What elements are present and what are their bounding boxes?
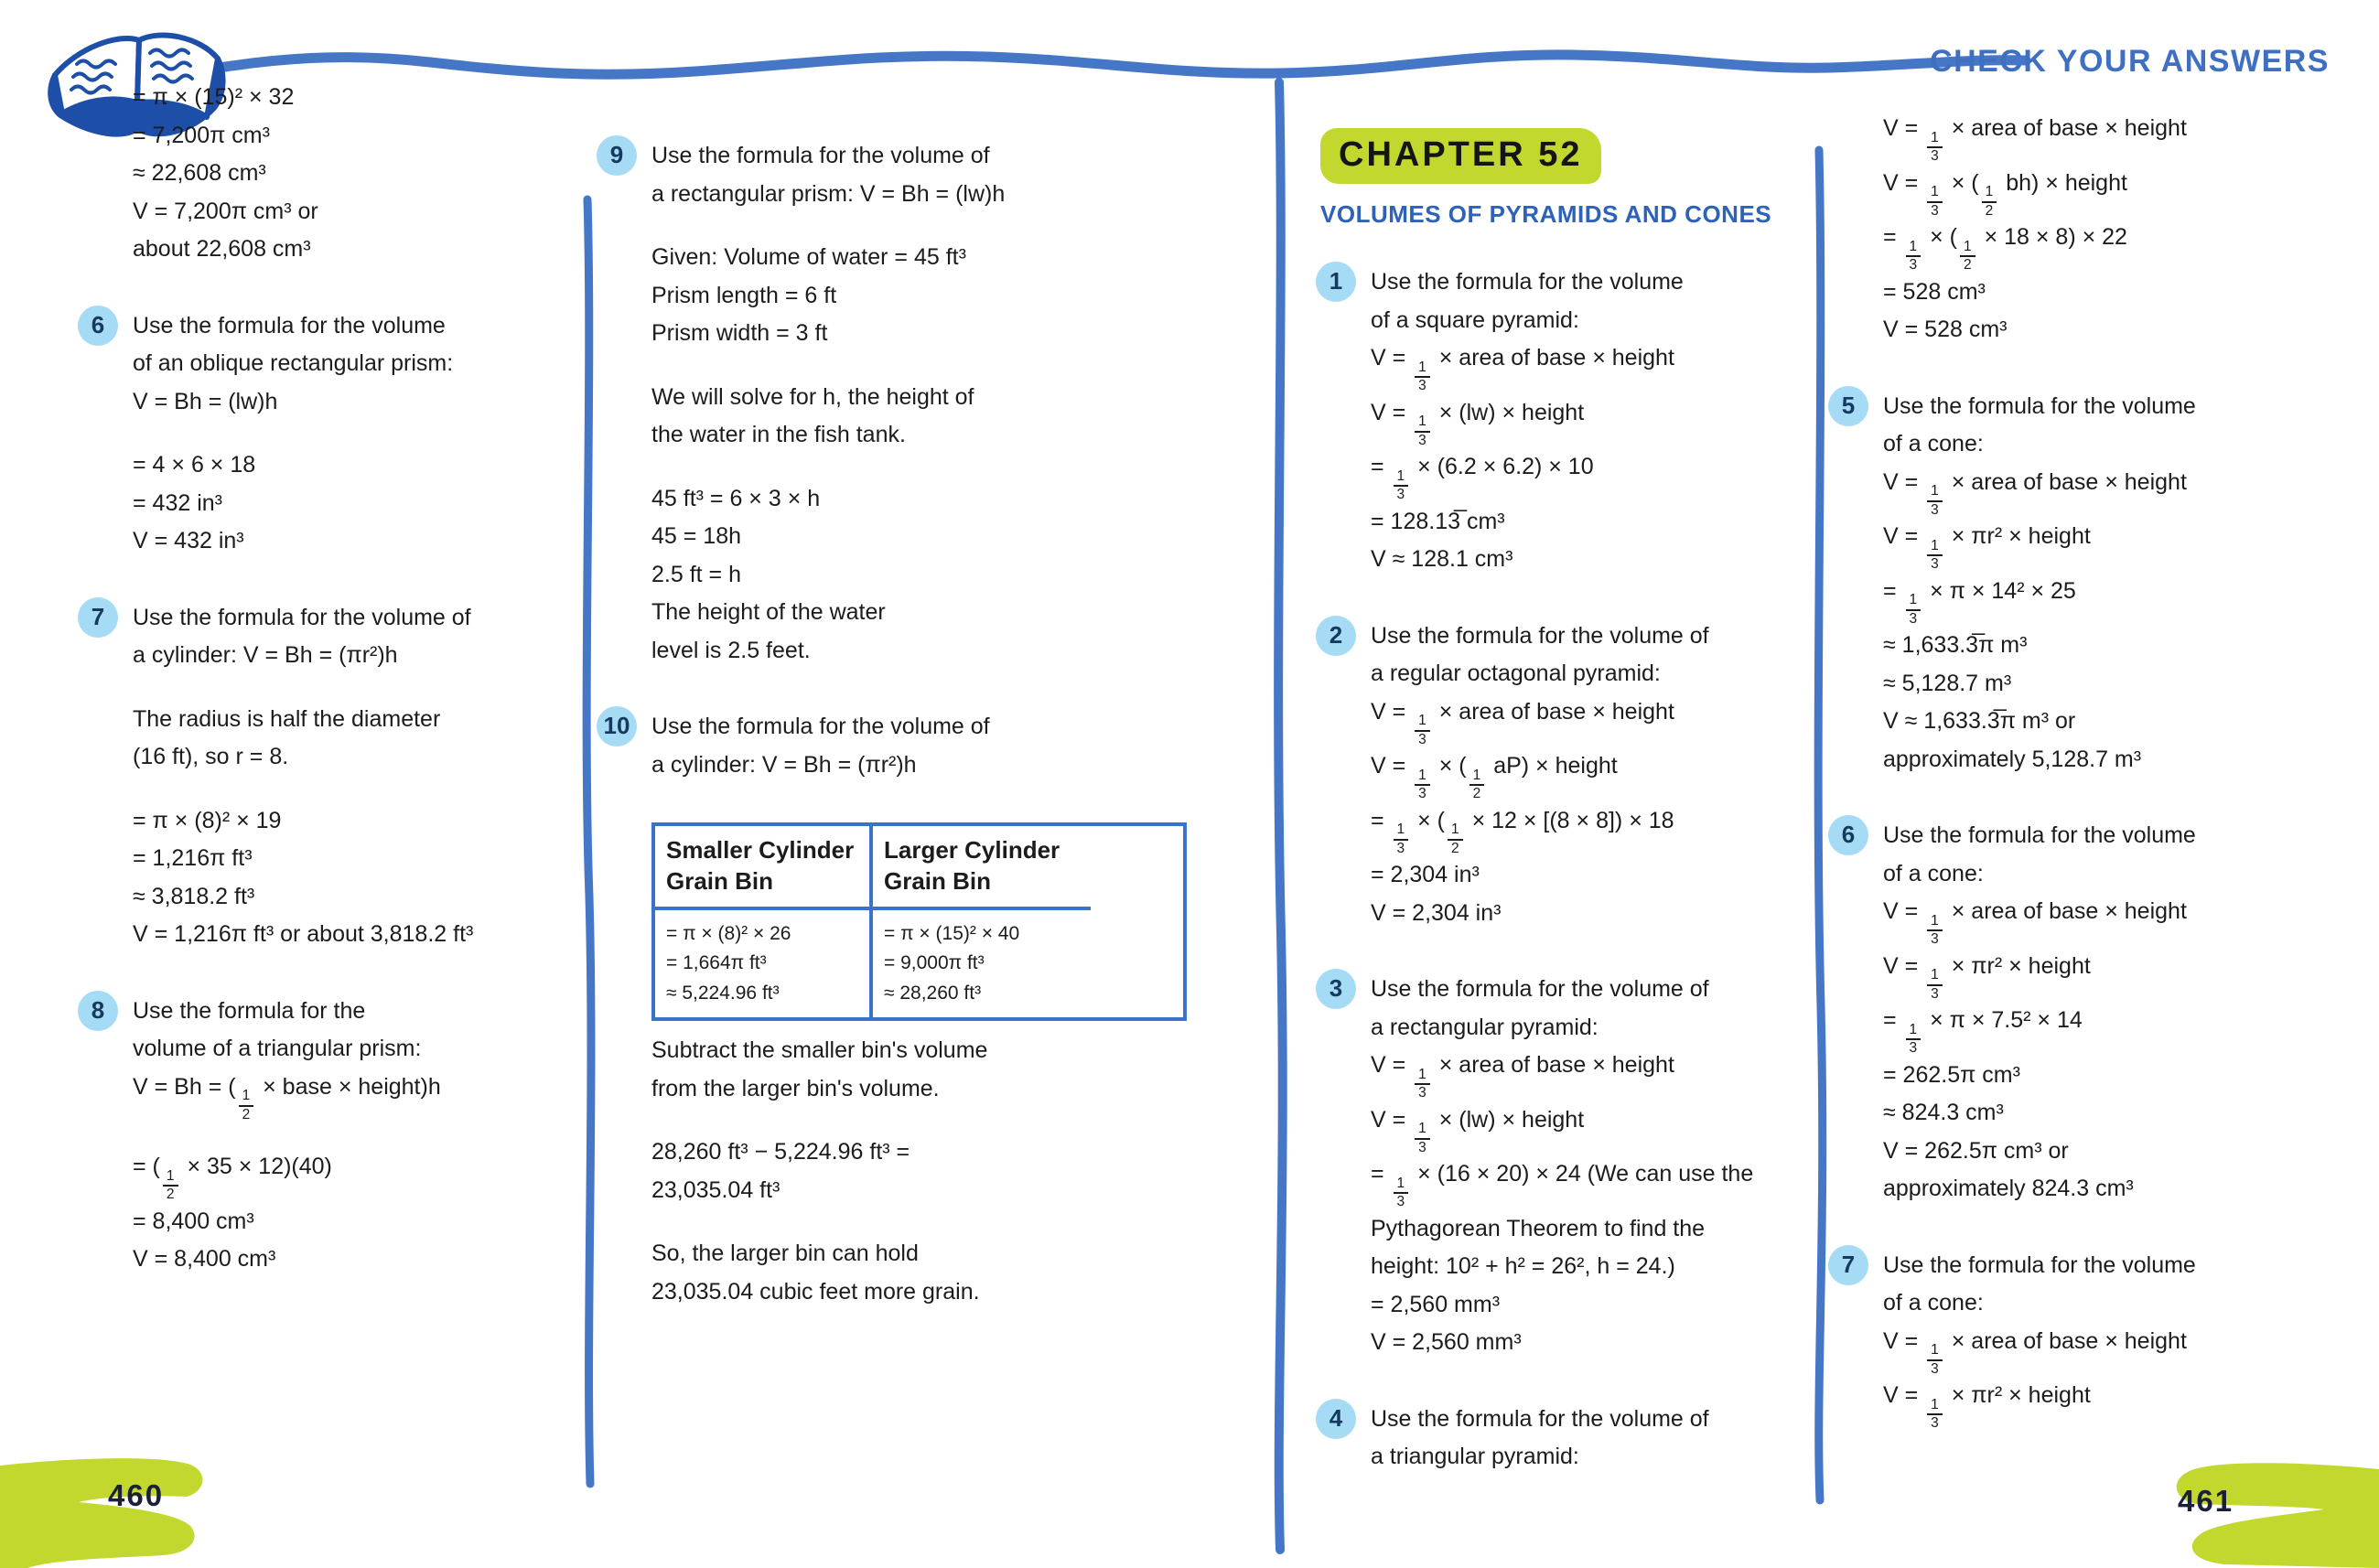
answer-line: Use the formula for the volume of bbox=[651, 143, 990, 168]
answer-line: V = $\frac{1}{3}$ × area of base × height bbox=[1371, 1052, 1674, 1101]
item-number-badge: 7 bbox=[1828, 1245, 1868, 1285]
fraction: $\frac{1}{3}$ bbox=[1415, 414, 1430, 448]
fraction: $\frac{1}{3}$ bbox=[1927, 1343, 1943, 1377]
answer-line: V ≈ 1,633.3̅π m³ or bbox=[1883, 708, 2076, 734]
line-spacer bbox=[651, 455, 1187, 480]
item-number-badge: 4 bbox=[1316, 1399, 1356, 1439]
answer-line: = 432 in³ bbox=[133, 489, 222, 516]
item-number-badge: 6 bbox=[1828, 815, 1868, 855]
table-header-line: Grain Bin bbox=[884, 866, 992, 895]
answer-item bbox=[1841, 1247, 2363, 1432]
fraction: $\frac{1}{3}$ bbox=[1927, 968, 1943, 1002]
page-number-right: 461 bbox=[2178, 1484, 2234, 1518]
column-4 bbox=[1841, 110, 2363, 1470]
answer-item bbox=[91, 599, 590, 954]
fraction: $\frac{1}{3}$ bbox=[1415, 360, 1430, 394]
answer-line: Use the formula for the volume of bbox=[1371, 976, 1709, 1002]
line-spacer bbox=[651, 353, 1187, 379]
answer-line: ≈ 5,128.7 m³ bbox=[1883, 670, 2012, 696]
answer-line: = 2,304 in³ bbox=[1371, 862, 1480, 887]
chapter-subtitle: VOLUMES OF PYRAMIDS AND CONES bbox=[1320, 200, 1772, 228]
fraction: $\frac{1}{3}$ bbox=[1415, 1122, 1430, 1155]
fraction: $\frac{1}{2}$ bbox=[163, 1169, 178, 1203]
answer-item bbox=[1329, 1401, 1833, 1477]
answer-line: approximately 824.3 cm³ bbox=[1883, 1176, 2134, 1201]
answer-line: V = $\frac{1}{3}$ × area of base × height bbox=[1883, 898, 2187, 948]
answer-item bbox=[603, 708, 1187, 784]
answer-line: of an oblique rectangular prism: bbox=[133, 350, 454, 376]
answer-line: the water in the fish tank. bbox=[651, 422, 906, 447]
line-spacer bbox=[651, 1108, 1187, 1133]
fraction: $\frac{1}{2}$ bbox=[1469, 768, 1485, 802]
answer-line: of a cone: bbox=[1883, 860, 1984, 886]
answer-line: Use the formula for the volume of bbox=[1371, 622, 1709, 649]
item-number-badge: 2 bbox=[1316, 616, 1356, 656]
answer-line: V = $\frac{1}{3}$ × πr² × height bbox=[1883, 523, 2091, 573]
fraction: $\frac{1}{3}$ bbox=[1927, 914, 1943, 948]
answer-line: height: 10² + h² = 26², h = 24.) bbox=[1371, 1253, 1675, 1279]
line-spacer bbox=[133, 421, 590, 446]
answer-line: a cylinder: V = Bh = (πr²)h bbox=[133, 642, 398, 668]
answer-line: V = 528 cm³ bbox=[1883, 317, 2008, 342]
answer-line: 2.5 ft = h bbox=[651, 561, 741, 587]
fraction: $\frac{1}{3}$ bbox=[1415, 768, 1430, 802]
answer-line: approximately 5,128.7 m³ bbox=[1883, 746, 2142, 772]
answer-line: (16 ft), so r = 8. bbox=[133, 744, 289, 769]
answer-line: V = 432 in³ bbox=[133, 528, 244, 553]
answer-line: 45 = 18h bbox=[651, 523, 742, 549]
table-header-line: Smaller Cylinder bbox=[666, 836, 855, 864]
answer-item bbox=[1329, 263, 1833, 579]
answer-line: V = 262.5π cm³ or bbox=[1883, 1137, 2069, 1164]
answer-line: V = $\frac{1}{3}$ × ( $\frac{1}{2}$ bh) × height bbox=[1883, 169, 2127, 219]
answer-line: Use the formula for the volume of bbox=[651, 714, 990, 739]
line-spacer bbox=[651, 1209, 1187, 1235]
fraction: $\frac{1}{3}$ bbox=[1927, 131, 1943, 165]
answer-line: = $\frac{1}{3}$ × (6.2 × 6.2) × 10 bbox=[1371, 454, 1594, 503]
answer-line: V = $\frac{1}{3}$ × (lw) × height bbox=[1371, 399, 1585, 448]
answer-line: V = 2,560 mm³ bbox=[1371, 1329, 1522, 1355]
table-body-cell bbox=[873, 910, 1091, 1018]
column-1 bbox=[91, 79, 590, 1317]
answer-line: Use the formula for the volume bbox=[1371, 269, 1684, 295]
answer-line: = $\frac{1}{3}$ × π × 14² × 25 bbox=[1883, 577, 2076, 627]
answer-line: = π × (8)² × 19 bbox=[133, 807, 282, 833]
answer-line: V ≈ 128.1 cm³ bbox=[1371, 546, 1513, 572]
line-spacer bbox=[133, 1122, 590, 1148]
answer-line: 23,035.04 cubic feet more grain. bbox=[651, 1278, 980, 1305]
table-body-line: = 1,664π ft³ bbox=[666, 952, 767, 974]
item-number-badge: 7 bbox=[78, 597, 118, 638]
page-number-left: 460 bbox=[108, 1478, 165, 1512]
table-header-cell bbox=[873, 826, 1091, 910]
answer-line: Subtract the smaller bin's volume bbox=[651, 1037, 988, 1064]
chapter-header bbox=[1320, 128, 1833, 229]
answer-line: We will solve for h, the height of bbox=[651, 383, 974, 410]
answer-continuation bbox=[651, 1032, 1187, 1311]
fraction: $\frac{1}{3}$ bbox=[1415, 714, 1430, 747]
fraction: $\frac{1}{2}$ bbox=[1960, 240, 1975, 274]
answer-line: The radius is half the diameter bbox=[133, 705, 441, 732]
answer-line: volume of a triangular prism: bbox=[133, 1036, 422, 1061]
answer-line: V = $\frac{1}{3}$ × ( $\frac{1}{2}$ aP) × height bbox=[1371, 753, 1618, 802]
answer-line: = $\frac{1}{3}$ × (16 × 20) × 24 (We can use the bbox=[1371, 1161, 1754, 1210]
answer-line: Use the formula for the bbox=[133, 997, 366, 1024]
answer-line: Pythagorean Theorem to find the bbox=[1371, 1215, 1706, 1241]
item-number-badge: 3 bbox=[1316, 969, 1356, 1009]
answer-line: = 2,560 mm³ bbox=[1371, 1291, 1501, 1317]
answer-line: V = $\frac{1}{3}$ × area of base × height bbox=[1883, 468, 2187, 518]
line-spacer bbox=[133, 675, 590, 701]
fraction: $\frac{1}{3}$ bbox=[1927, 484, 1943, 518]
table-body-line: = π × (15)² × 40 bbox=[884, 922, 1020, 944]
item-number-badge: 10 bbox=[597, 706, 637, 746]
answer-line: V = 1,216π ft³ or about 3,818.2 ft³ bbox=[133, 921, 474, 947]
answer-line: V = $\frac{1}{3}$ × πr² × height bbox=[1883, 1382, 2091, 1432]
answer-line: = 262.5π cm³ bbox=[1883, 1061, 2020, 1088]
answer-line: = 4 × 6 × 18 bbox=[133, 452, 256, 478]
fraction: $\frac{1}{3}$ bbox=[1415, 1068, 1430, 1101]
answer-line: a rectangular prism: V = Bh = (lw)h bbox=[651, 180, 1006, 207]
answer-line: = $\frac{1}{3}$ × π × 7.5² × 14 bbox=[1883, 1007, 2083, 1057]
line-spacer bbox=[133, 777, 590, 802]
fraction: $\frac{1}{2}$ bbox=[1982, 185, 1997, 219]
answer-line: from the larger bin's volume. bbox=[651, 1075, 940, 1101]
answer-line: V = Bh = (lw)h bbox=[133, 388, 278, 414]
answer-item bbox=[1329, 618, 1833, 933]
answer-line: 23,035.04 ft³ bbox=[651, 1176, 780, 1203]
item-number-badge: 9 bbox=[597, 135, 637, 176]
table-body-line: = 9,000π ft³ bbox=[884, 952, 985, 974]
answer-line: Use the formula for the volume bbox=[1883, 1251, 2196, 1278]
answer-line: V = Bh = ( $\frac{1}{2}$ × base × height)h bbox=[133, 1073, 441, 1122]
answer-line: = 128.13̅ cm³ bbox=[1371, 508, 1505, 534]
answer-line: a cylinder: V = Bh = (πr²)h bbox=[651, 751, 917, 778]
item-number-badge: 6 bbox=[78, 306, 118, 346]
answer-line: Use the formula for the volume bbox=[1883, 822, 2196, 848]
answer-item bbox=[1329, 971, 1833, 1362]
answer-item bbox=[91, 993, 590, 1279]
column-2 bbox=[603, 137, 1187, 1349]
item-number-badge: 1 bbox=[1316, 262, 1356, 302]
answer-line: = 7,200π cm³ bbox=[133, 122, 270, 148]
chapter-badge: CHAPTER 52 bbox=[1320, 128, 1601, 184]
answer-line: a triangular pyramid: bbox=[1371, 1444, 1579, 1469]
answer-line: Prism length = 6 ft bbox=[651, 282, 837, 308]
fraction: $\frac{1}{3}$ bbox=[1927, 1398, 1943, 1432]
item-number-badge: 8 bbox=[78, 991, 118, 1031]
answer-line: ≈ 22,608 cm³ bbox=[133, 160, 266, 186]
table-body-line: ≈ 5,224.96 ft³ bbox=[666, 982, 780, 1004]
answer-line: The height of the water bbox=[651, 599, 886, 625]
column-3 bbox=[1320, 128, 1833, 1515]
answer-line: a rectangular pyramid: bbox=[1371, 1014, 1599, 1040]
answer-line: a regular octagonal pyramid: bbox=[1371, 660, 1661, 686]
answer-line: = $\frac{1}{3}$ × ( $\frac{1}{2}$ × 12 × [(8 × 8]) × 18 bbox=[1371, 807, 1674, 856]
answer-line: of a cone: bbox=[1883, 431, 1984, 456]
answer-line: = 1,216π ft³ bbox=[133, 845, 253, 871]
answer-line: V = 7,200π cm³ or bbox=[133, 198, 318, 224]
answer-item bbox=[1841, 388, 2363, 779]
top-wavy-line bbox=[188, 55, 2026, 74]
answer-line: V = $\frac{1}{3}$ × (lw) × height bbox=[1371, 1106, 1585, 1155]
answer-item bbox=[1841, 817, 2363, 1208]
answer-line: = π × (15)² × 32 bbox=[133, 84, 295, 110]
fraction: $\frac{1}{3}$ bbox=[1394, 822, 1409, 856]
answer-line: Use the formula for the volume of bbox=[1371, 1405, 1709, 1432]
left-page-swash bbox=[0, 1458, 202, 1568]
table-header-cell bbox=[655, 826, 873, 910]
fraction: $\frac{1}{3}$ bbox=[1906, 593, 1922, 627]
fraction: $\frac{1}{3}$ bbox=[1927, 185, 1943, 219]
answer-line: So, the larger bin can hold bbox=[651, 1240, 919, 1267]
line-spacer bbox=[651, 213, 1187, 239]
answer-line: ≈ 1,633.3̅π m³ bbox=[1883, 632, 2028, 658]
answer-line: 45 ft³ = 6 × 3 × h bbox=[651, 485, 821, 511]
table-body-line: ≈ 28,260 ft³ bbox=[884, 982, 982, 1004]
table-header-line: Larger Cylinder bbox=[884, 836, 1060, 864]
answer-line: = $\frac{1}{3}$ × ( $\frac{1}{2}$ × 18 × 8) × 22 bbox=[1883, 224, 2127, 274]
answer-line: V = $\frac{1}{3}$ × πr² × height bbox=[1883, 952, 2091, 1002]
answer-line: V = $\frac{1}{3}$ × area of base × height bbox=[1371, 345, 1674, 394]
fraction: $\frac{1}{3}$ bbox=[1394, 469, 1409, 503]
fraction: $\frac{1}{3}$ bbox=[1927, 539, 1943, 573]
answer-line: Use the formula for the volume bbox=[1883, 392, 2196, 419]
check-your-answers-title: CHECK YOUR ANSWERS bbox=[1930, 44, 2330, 79]
answer-line: = 8,400 cm³ bbox=[133, 1208, 254, 1234]
answer-item bbox=[91, 307, 590, 561]
answer-line: Prism width = 3 ft bbox=[651, 320, 828, 346]
answer-line: Use the formula for the volume of bbox=[133, 604, 471, 630]
answer-line: = ( $\frac{1}{2}$ × 35 × 12)(40) bbox=[133, 1154, 332, 1203]
fraction: $\frac{1}{3}$ bbox=[1906, 1023, 1922, 1057]
answer-continuation bbox=[133, 79, 590, 269]
answer-line: V = 8,400 cm³ bbox=[133, 1246, 276, 1272]
fraction: $\frac{1}{2}$ bbox=[239, 1089, 254, 1122]
answer-line: V = $\frac{1}{3}$ × area of base × height bbox=[1883, 1327, 2187, 1377]
answer-line: ≈ 824.3 cm³ bbox=[1883, 1100, 2004, 1125]
fraction: $\frac{1}{3}$ bbox=[1394, 1176, 1409, 1210]
answer-line: Given: Volume of water = 45 ft³ bbox=[651, 244, 966, 270]
answer-line: V = 2,304 in³ bbox=[1371, 899, 1502, 926]
answer-line: about 22,608 cm³ bbox=[133, 236, 311, 262]
column-divider-2 bbox=[1278, 82, 1283, 1550]
fraction: $\frac{1}{2}$ bbox=[1448, 822, 1463, 856]
answer-line: = 528 cm³ bbox=[1883, 278, 1986, 305]
answer-line: of a cone: bbox=[1883, 1290, 1984, 1316]
answer-line: V = $\frac{1}{3}$ × area of base × height bbox=[1883, 115, 2187, 165]
table-body-cell bbox=[655, 910, 873, 1018]
answer-item bbox=[609, 137, 1187, 670]
answer-line: 28,260 ft³ − 5,224.96 ft³ = bbox=[651, 1139, 910, 1165]
answer-line: V = $\frac{1}{3}$ × area of base × height bbox=[1371, 698, 1674, 747]
answer-continuation bbox=[1883, 110, 2363, 349]
item-number-badge: 5 bbox=[1828, 386, 1868, 426]
answer-line: level is 2.5 feet. bbox=[651, 637, 811, 663]
answer-line: ≈ 3,818.2 ft³ bbox=[133, 883, 255, 909]
answer-line: of a square pyramid: bbox=[1371, 306, 1579, 333]
table-header-line: Grain Bin bbox=[666, 866, 774, 895]
answer-line: Use the formula for the volume bbox=[133, 312, 446, 338]
table-body-line: = π × (8)² × 26 bbox=[666, 922, 791, 944]
fraction: $\frac{1}{3}$ bbox=[1906, 240, 1922, 274]
grain-bin-table bbox=[651, 822, 1187, 1021]
